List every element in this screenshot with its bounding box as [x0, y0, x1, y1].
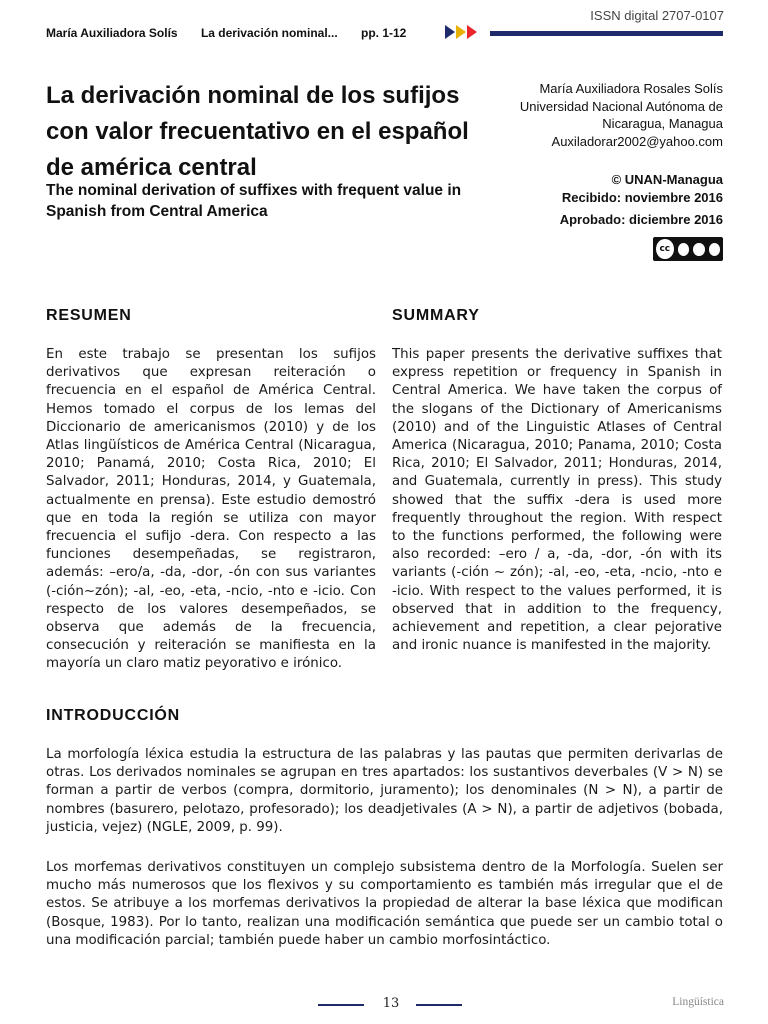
- cc-by-nc-sa-icon: [653, 237, 723, 261]
- running-header-pages: pp. 1-12: [361, 26, 407, 40]
- introduccion-paragraph-1: La morfología léxica estudia la estructura de las palabras y las pautas que permiten derivarlas de otras. Los derivados nominales se agrupan en tres apartados: los sustantivos deverbales (V > N) se forman a partir de verbos (compra, dormitorio, juramento); los denominales (N > N), a partir de nombres (basurero, pelotazo, profesorado); los deadjetivales (A > N), a partir de adjetivos (bobada, justicia, vejez) (NGLE, 2009, p. 99).: [46, 747, 723, 835]
- footer-rule-right: [416, 1004, 462, 1006]
- running-header-author: María Auxiliadora Solís: [46, 26, 178, 40]
- copyright-label: © UNAN-Managua: [611, 172, 723, 187]
- cc-icon: cc: [655, 238, 675, 260]
- nc-icon: [692, 242, 705, 257]
- running-header: [46, 26, 426, 40]
- approved-date: Aprobado: diciembre 2016: [559, 212, 723, 227]
- article-subtitle: The nominal derivation of suffixes with frequent value in Spanish from Central America: [46, 182, 462, 220]
- arrow-icon-3: [467, 25, 477, 39]
- received-date: Recibido: noviembre 2016: [561, 190, 723, 205]
- author-email[interactable]: Auxiladorar2002@yahoo.com: [551, 133, 723, 149]
- summary-text: This paper presents the derivative suffixes that express repetition or frequency in Spanish in Central America. We have taken the corpus of the slogans of the Dictionary of Americanisms (2010) and of the Linguistic Atlases of Central America (Nicaragua, 2010; Panama, 2010; Costa Rica, 2010; El Salvador, 2011; Honduras, 2014, and Guatemala, currently in press). This study showed that the suffix -dera is used more frequently throughout the region. With respect to the functions performed, the following were also recorded: –ero / a, -da, -dor, -ón with its variants (-ción ~ zón); -al, -eo, -eta, -ncio, -nto e -icio. With respect to the values performed, it is observed that in addition to the frequency, achievement and repetition, a clear pejorative and ironic nuance is manifested in the majority.: [392, 347, 722, 654]
- introduccion-heading: INTRODUCCIÓN: [46, 707, 181, 724]
- publication-meta: [483, 171, 723, 229]
- author-name: María Auxiliadora Rosales Solís: [539, 81, 723, 96]
- header-rule: [490, 31, 723, 36]
- section-name: Lingüística: [672, 996, 724, 1008]
- author-info: [483, 80, 723, 150]
- resumen-heading: RESUMEN: [46, 307, 132, 324]
- arrow-icon-1: [445, 25, 455, 39]
- running-header-title: La derivación nominal...: [200, 26, 338, 40]
- introduccion-paragraph-2: Los morfemas derivativos constituyen un complejo subsistema dentro de la Morfología. Suelen ser mucho más numerosos que los flexivos y su comportamiento es también más irregular que el de estos. Se atribuye a los morfemas derivativos la propiedad de alterar la base léxica que modifican (Bosque, 1983). Por lo tanto, realizan una modificación semántica que puede ser un cambio total o una modificación parcial; también puede haber un cambio morfosintáctico.: [46, 860, 723, 948]
- sa-icon: [708, 242, 721, 257]
- arrow-icon-2: [456, 25, 466, 39]
- author-location: Nicaragua, Managua: [602, 116, 723, 131]
- page-number: 13: [382, 996, 400, 1011]
- author-institution: Universidad Nacional Autónoma de: [519, 98, 723, 114]
- issn-label: ISSN digital 2707-0107: [590, 8, 724, 23]
- header-arrows-icon: [445, 25, 478, 39]
- article-title: La derivación nominal de los sufijos con valor frecuentativo en el español de américa central: [46, 82, 469, 181]
- footer-rule-left: [318, 1004, 364, 1006]
- resumen-text: En este trabajo se presentan los sufijos derivativos que expresan reiteración o frecuencia en el español de América Central. Hemos tomado el corpus de los lemas del Diccionario de americanismos (2010) y de los Atlas lingüísticos de América Central (Nicaragua, 2010; Panamá, 2010; Costa Rica, 2010; El Salvador, 2011; Honduras, 2014, y Guatemala, actualmente en prensa). Este estudio demostró que en toda la región se utiliza con mayor frecuencia el sufijo -dera. Con respecto a las funciones desempeñadas, se registraron, además: –ero/a, -da, -dor, -ón con sus variantes (-ción~zón); -al, -eo, -eta, -ncio, -nto e -icio. Con respecto de los valores desempeñados, se observa que además de la frecuencia, consecución y reiteración se manifiesta en la mayoría un claro matiz peyorativo e irónico.: [46, 347, 376, 672]
- summary-heading: SUMMARY: [392, 307, 480, 324]
- by-icon: [677, 242, 690, 257]
